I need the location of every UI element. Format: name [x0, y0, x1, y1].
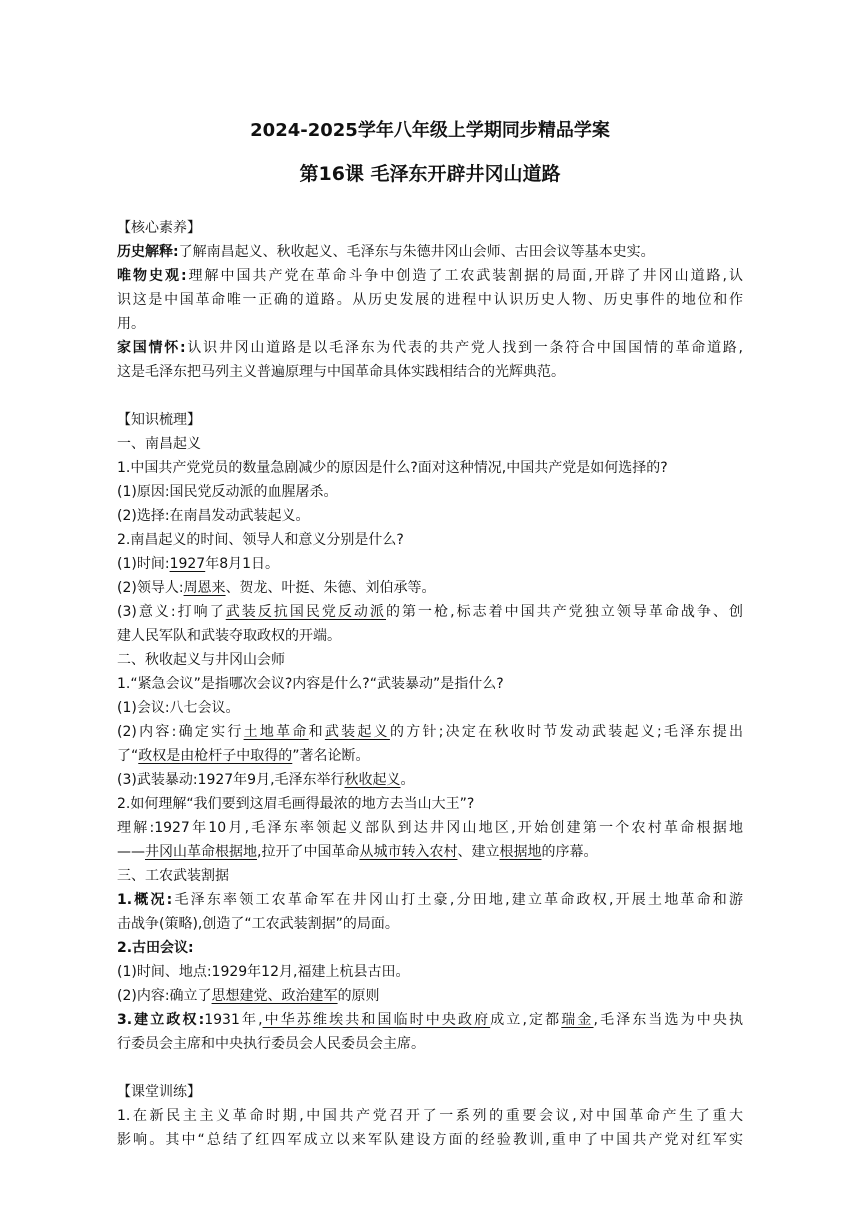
blank-answer: 根据地 [499, 844, 542, 860]
spacer [117, 1056, 743, 1080]
text: ”著名论断。 [292, 748, 370, 764]
core-line-6: 这是毛泽东把马列主义普遍原理与中国革命具体实践相结合的光辉典范。 [117, 364, 565, 380]
term-label: 3.建立政权: [117, 1012, 205, 1028]
text: —— [117, 844, 145, 860]
core-line-3: 识这是中国革命唯一正确的道路。从历史发展的进程中认识历史人物、历史事件的地位和作 [117, 292, 743, 308]
blank-answer: 武装起义 [324, 724, 390, 740]
paragraph: 击战争(策略),创造了“工农武装割据”的局面。 [117, 916, 399, 932]
answer [117, 744, 743, 768]
text: 。 [400, 772, 415, 788]
answer [117, 768, 743, 792]
answer: 理解:1927年10月,毛泽东率领起义部队到达井冈山地区,开始创建第一个农村革命根据地 [117, 820, 743, 836]
text: 、贺龙、叶挺、朱德、刘伯承等。 [225, 580, 436, 596]
question: 1.“紧急会议”是指哪次会议?内容是什么?“武装暴动”是指什么? [117, 676, 504, 692]
core-line-2 [117, 264, 743, 288]
section-heading-core: 【核心素养】 [117, 220, 201, 236]
blank-answer: 从城市转入农村 [359, 844, 458, 860]
answer [117, 984, 743, 1008]
paragraph: 行委员会主席和中央执行委员会人民委员会主席。 [117, 1036, 425, 1052]
term-label: 历史解释: [117, 244, 179, 260]
text: 的序幕。 [541, 844, 598, 860]
section-heading-practice: 【课堂训练】 [117, 1084, 201, 1100]
text: 年8月1日。 [205, 556, 280, 572]
text: 1931年, [204, 1012, 263, 1028]
spacer [117, 384, 743, 408]
core-line-5 [117, 336, 743, 360]
answer: (2)选择:在南昌发动武装起义。 [117, 508, 310, 524]
answer [117, 840, 743, 864]
blank-answer: 秋收起义 [344, 772, 401, 788]
answer: 建人民军队和武装夺取政权的开端。 [117, 628, 341, 644]
paragraph [117, 888, 743, 912]
text: (2)内容:确立了 [117, 988, 212, 1004]
blank-answer: 井冈山革命根据地 [145, 844, 257, 860]
core-line-1 [117, 240, 743, 264]
text: (2)内容:确定实行 [117, 724, 244, 740]
text: 成立,定都 [490, 1012, 562, 1028]
text: (1)时间: [117, 556, 170, 572]
text: (3)武装暴动:1927年9月,毛泽东举行 [117, 772, 345, 788]
blank-answer: 瑞金 [561, 1012, 594, 1028]
document-body [117, 216, 743, 1152]
text: 的方针;决定在秋收时节发动武装起义;毛泽东提出 [389, 724, 743, 740]
subsection-heading: 三、工农武装割据 [117, 868, 229, 884]
answer [117, 720, 743, 744]
lesson-title: 第16课 毛泽东开辟井冈山道路 [299, 163, 561, 185]
blank-answer: 思想建党、政治建军 [211, 988, 338, 1004]
document-title: 2024-2025学年八年级上学期同步精品学案 [250, 120, 610, 141]
answer [117, 576, 743, 600]
term-label: 唯物史观: [117, 268, 187, 284]
text: 和 [308, 724, 325, 740]
answer: (1)会议:八七会议。 [117, 700, 240, 716]
paragraph [117, 1008, 743, 1032]
term-label: 家国情怀: [117, 340, 186, 356]
subsection-heading: 二、秋收起义与井冈山会师 [117, 652, 285, 668]
text: ,拉开了中国革命 [257, 844, 360, 860]
question: 2.南昌起义的时间、领导人和意义分别是什么? [117, 532, 404, 548]
text: (2)领导人: [117, 580, 184, 596]
core-line-4: 用。 [117, 316, 145, 332]
exercise-line: 影响。其中“总结了红四军成立以来军队建设方面的经验教训,重申了中国共产党对红军实 [117, 1132, 743, 1148]
answer: (1)时间、地点:1929年12月,福建上杭县古田。 [117, 964, 410, 980]
question: 1.中国共产党党员的数量急剧减少的原因是什么?面对这种情况,中国共产党是如何选择的? [117, 460, 668, 476]
text: ,毛泽东当选为中央执 [593, 1012, 743, 1028]
exercise-line: 1.在新民主主义革命时期,中国共产党召开了一系列的重要会议,对中国革命产生了重大 [117, 1108, 743, 1124]
term-label: 1.概况: [117, 892, 173, 908]
answer [117, 600, 743, 624]
section-heading-knowledge: 【知识梳理】 [117, 412, 201, 428]
core-text: 理解中国共产党在革命斗争中创造了工农武装割据的局面,开辟了井冈山道路,认 [186, 268, 743, 284]
text: 的第一枪,标志着中国共产党独立领导革命战争、创 [386, 604, 743, 620]
paragraph-heading: 2.古田会议: [117, 940, 194, 956]
core-text: 了解南昌起义、秋收起义、毛泽东与朱德井冈山会师、古田会议等基本史实。 [178, 244, 655, 260]
answer [117, 552, 743, 576]
text: 、建立 [457, 844, 500, 860]
answer: (1)原因:国民党反动派的血腥屠杀。 [117, 484, 338, 500]
blank-answer: 武装反抗国民党反动派 [225, 604, 386, 620]
blank-answer: 周恩来 [183, 580, 226, 596]
question: 2.如何理解“我们要到这眉毛画得最浓的地方去当山大王”? [117, 796, 475, 812]
text: 毛泽东率领工农革命军在井冈山打土豪,分田地,建立革命政权,开展土地革命和游 [172, 892, 743, 908]
text: 的原则 [337, 988, 380, 1004]
blank-answer: 土地革命 [243, 724, 309, 740]
subsection-heading: 一、南昌起义 [117, 436, 201, 452]
core-text: 认识井冈山道路是以毛泽东为代表的共产党人找到一条符合中国国情的革命道路, [185, 340, 743, 356]
blank-answer: 中华苏维埃共和国临时中央政府 [262, 1012, 491, 1028]
text: (3)意义:打响了 [117, 604, 226, 620]
text: 了“ [117, 748, 139, 764]
blank-answer: 政权是由枪杆子中取得的 [138, 748, 293, 764]
blank-answer: 1927 [169, 556, 206, 572]
